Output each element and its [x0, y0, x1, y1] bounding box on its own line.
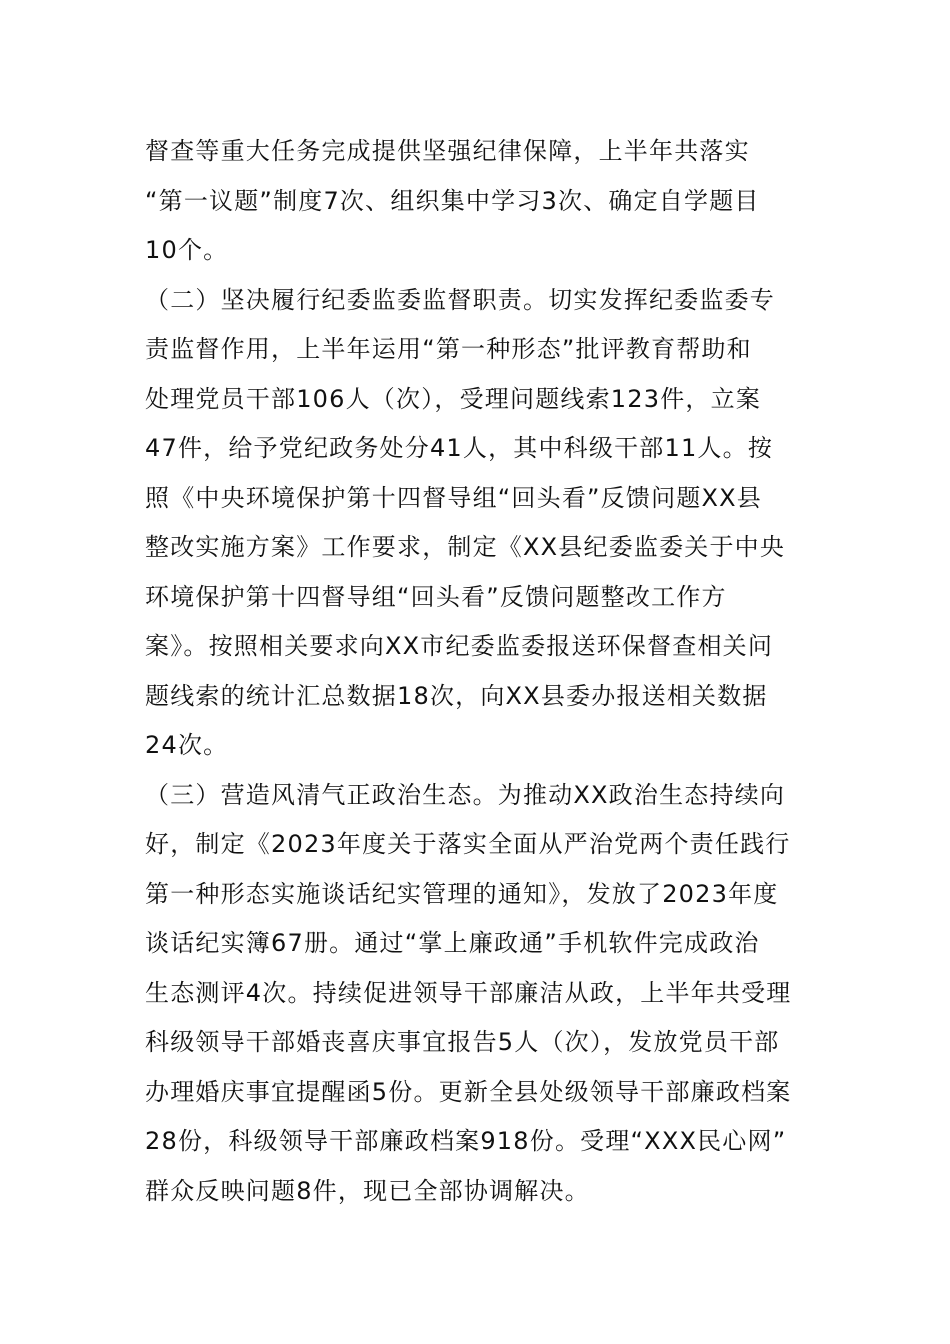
text-line-16: 第一种形态实施谈话纪实管理的通知》，发放了2023年度 [145, 879, 779, 908]
text-line-20: 办理婚庆事宜提醒函5份。更新全县处级领导干部廉政档案 [145, 1077, 792, 1106]
text-line-9: 整改实施方案》工作要求，制定《XX县纪委监委关于中央 [145, 533, 786, 561]
text-line-21: 28份，科级领导干部廉政档案918份。受理“XXX民心网” [145, 1127, 787, 1155]
text-line-3: 10个。 [145, 236, 229, 264]
text-line-13: 24次。 [145, 731, 229, 759]
text-line-15: 好，制定《2023年度关于落实全面从严治党两个责任践行 [145, 830, 791, 858]
text-line-7: 47件，给予党纪政务处分41人，其中科级干部11人。按 [145, 434, 774, 462]
text-line-1: 督查等重大任务完成提供坚强纪律保障，上半年共落实 [145, 137, 750, 165]
text-line-8: 照《中央环境保护第十四督导组“回头看”反馈问题XX县 [145, 483, 762, 512]
document-body [145, 127, 807, 1216]
text-line-14: （三）营造风清气正政治生态。为推动XX政治生态持续向 [145, 780, 786, 809]
text-line-12: 题线索的统计汇总数据18次，向XX县委办报送相关数据 [145, 681, 768, 710]
text-line-10: 环境保护第十四督导组“回头看”反馈问题整改工作方 [145, 582, 727, 611]
text-line-22: 群众反映问题8件，现已全部协调解决。 [145, 1176, 590, 1205]
text-line-2: “第一议题”制度7次、组织集中学习3次、确定自学题目 [145, 186, 760, 215]
text-line-6: 处理党员干部106人（次），受理问题线索123件，立案 [145, 384, 762, 413]
text-line-18: 生态测评4次。持续促进领导干部廉洁从政，上半年共受理 [145, 978, 792, 1007]
text-line-11: 案》。按照相关要求向XX市纪委监委报送环保督查相关问 [145, 632, 774, 660]
text-line-17: 谈话纪实簿67册。通过“掌上廉政通”手机软件完成政治 [145, 929, 760, 957]
text-line-5: 责监督作用，上半年运用“第一种形态”批评教育帮助和 [145, 335, 752, 363]
text-line-4: （二）坚决履行纪委监委监督职责。切实发挥纪委监委专 [145, 285, 775, 314]
text-line-19: 科级领导干部婚丧喜庆事宜报告5人（次），发放党员干部 [145, 1028, 780, 1056]
